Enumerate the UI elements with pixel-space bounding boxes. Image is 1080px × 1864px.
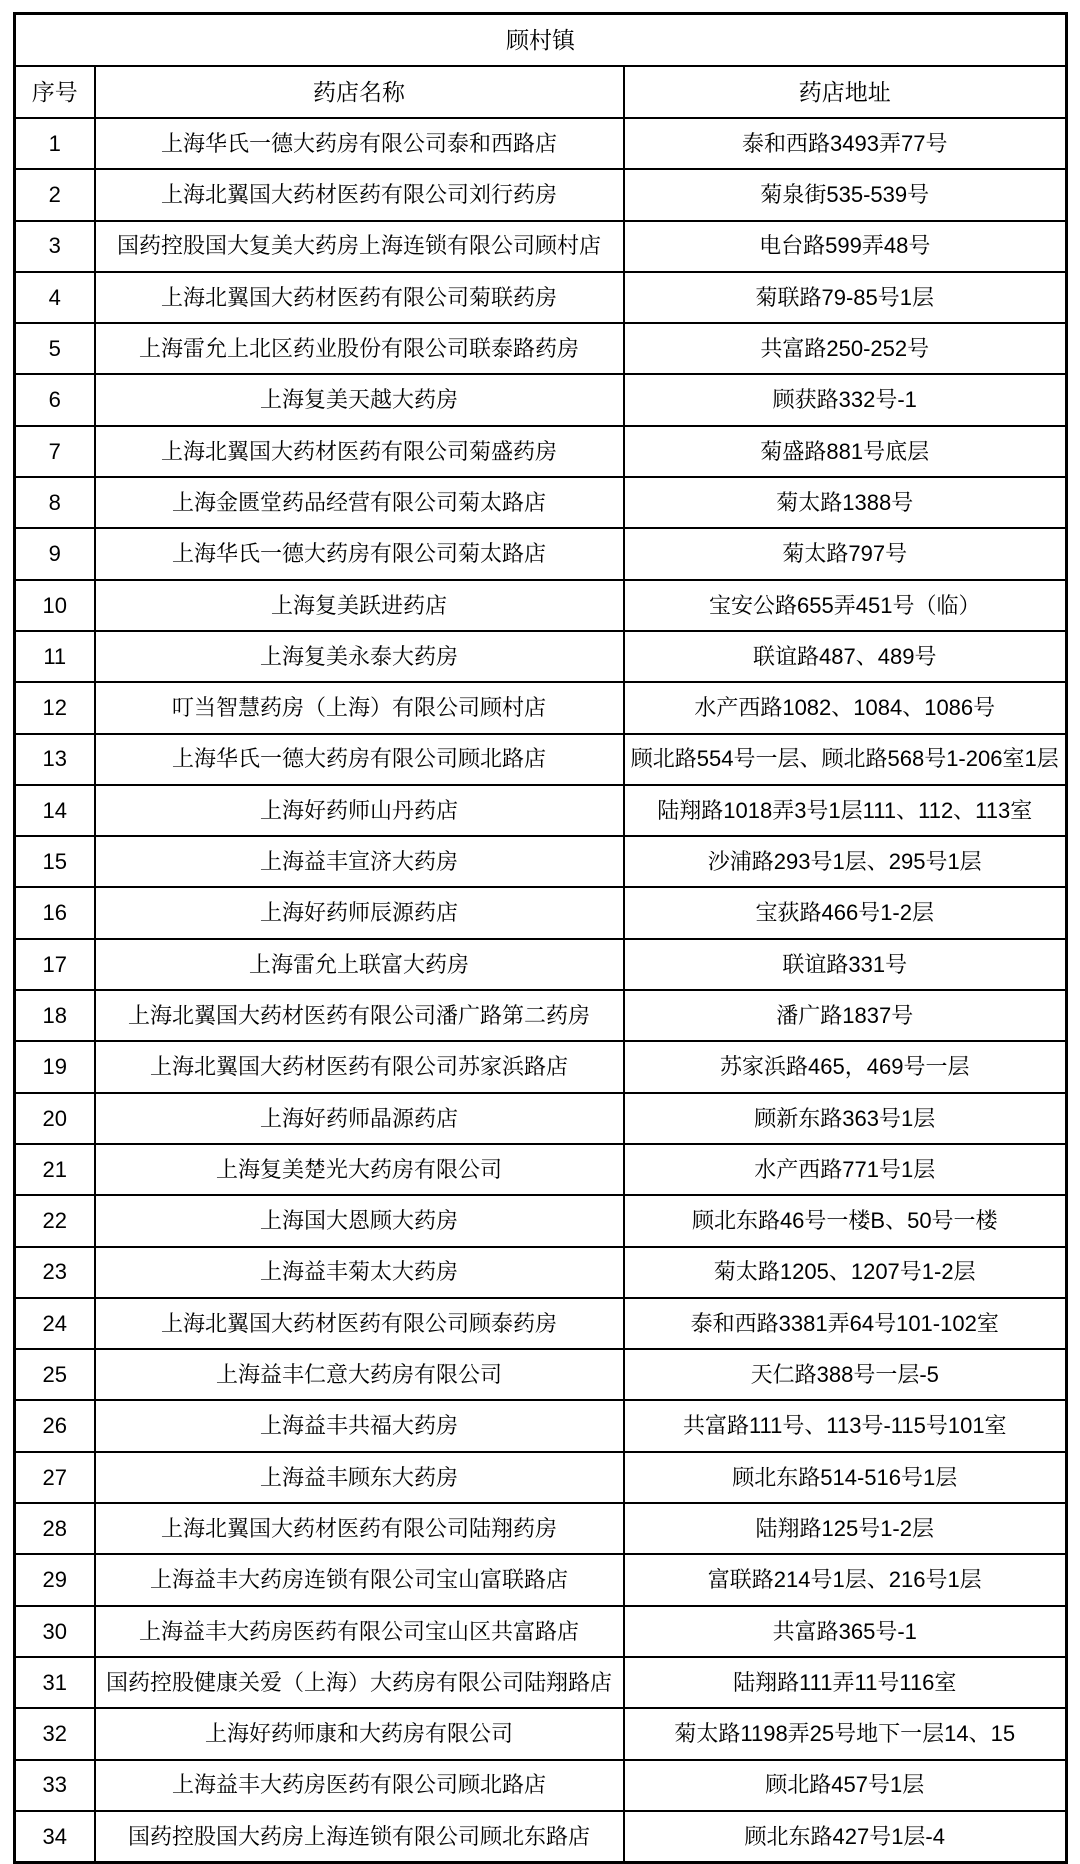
pharmacy-name-cell: 上海好药师山丹药店 [95,785,624,836]
pharmacy-address-cell: 富联路214号1层、216号1层 [624,1554,1067,1605]
table-row [15,631,1067,682]
table-head [15,14,1067,119]
table-row [15,1041,1067,1092]
table-row [15,477,1067,528]
table-row [15,1400,1067,1451]
pharmacy-name-cell: 上海北翼国大药材医药有限公司菊盛药房 [95,426,624,477]
row-number-cell: 3 [15,221,95,272]
table-row [15,939,1067,990]
table-row [15,169,1067,220]
pharmacy-name-cell: 上海益丰大药房医药有限公司宝山区共富路店 [95,1606,624,1657]
row-number-cell: 17 [15,939,95,990]
pharmacy-table [13,12,1068,1864]
table-row [15,528,1067,579]
row-number-cell: 15 [15,836,95,887]
pharmacy-address-cell: 潘广路1837号 [624,990,1067,1041]
pharmacy-address-cell: 陆翔路111弄11号116室 [624,1657,1067,1708]
table-header-row [15,66,1067,118]
pharmacy-name-cell: 上海北翼国大药材医药有限公司刘行药房 [95,169,624,220]
table-row [15,426,1067,477]
pharmacy-name-cell: 上海益丰仁意大药房有限公司 [95,1349,624,1400]
table-row [15,1657,1067,1708]
row-number-cell: 11 [15,631,95,682]
pharmacy-address-cell: 电台路599弄48号 [624,221,1067,272]
column-header-name: 药店名称 [95,66,624,118]
row-number-cell: 5 [15,323,95,374]
pharmacy-name-cell: 上海好药师康和大药房有限公司 [95,1708,624,1759]
row-number-cell: 10 [15,580,95,631]
pharmacy-address-cell: 顾北东路514-516号1层 [624,1452,1067,1503]
row-number-cell: 9 [15,528,95,579]
pharmacy-address-cell: 菊太路1198弄25号地下一层14、15 [624,1708,1067,1759]
column-header-no: 序号 [15,66,95,118]
table-row [15,272,1067,323]
pharmacy-name-cell: 上海国大恩顾大药房 [95,1195,624,1246]
pharmacy-name-cell: 国药控股国大药房上海连锁有限公司顾北东路店 [95,1811,624,1863]
table-row [15,1144,1067,1195]
pharmacy-table-container [13,12,1065,1864]
row-number-cell: 7 [15,426,95,477]
table-row [15,887,1067,938]
pharmacy-name-cell: 上海益丰顾东大药房 [95,1452,624,1503]
table-row [15,323,1067,374]
pharmacy-address-cell: 沙浦路293号1层、295号1层 [624,836,1067,887]
pharmacy-address-cell: 顾北东路427号1层-4 [624,1811,1067,1863]
table-title-row [15,14,1067,67]
row-number-cell: 30 [15,1606,95,1657]
table-row [15,734,1067,785]
pharmacy-address-cell: 泰和西路3381弄64号101-102室 [624,1298,1067,1349]
pharmacy-name-cell: 上海雷允上联富大药房 [95,939,624,990]
pharmacy-name-cell: 上海益丰大药房连锁有限公司宝山富联路店 [95,1554,624,1605]
pharmacy-address-cell: 菊泉街535-539号 [624,169,1067,220]
pharmacy-name-cell: 上海北翼国大药材医药有限公司菊联药房 [95,272,624,323]
pharmacy-address-cell: 菊太路1205、1207号1-2层 [624,1247,1067,1298]
row-number-cell: 32 [15,1708,95,1759]
table-row [15,785,1067,836]
table-row [15,1093,1067,1144]
row-number-cell: 24 [15,1298,95,1349]
row-number-cell: 29 [15,1554,95,1605]
pharmacy-name-cell: 上海复美永泰大药房 [95,631,624,682]
pharmacy-name-cell: 上海北翼国大药材医药有限公司苏家浜路店 [95,1041,624,1092]
table-row [15,1452,1067,1503]
table-row [15,1503,1067,1554]
pharmacy-name-cell: 上海益丰大药房医药有限公司顾北路店 [95,1760,624,1811]
row-number-cell: 14 [15,785,95,836]
row-number-cell: 31 [15,1657,95,1708]
table-title: 顾村镇 [15,14,1067,67]
table-row [15,1298,1067,1349]
column-header-address: 药店地址 [624,66,1067,118]
table-row [15,374,1067,425]
pharmacy-address-cell: 顾新东路363号1层 [624,1093,1067,1144]
table-row [15,1708,1067,1759]
pharmacy-address-cell: 泰和西路3493弄77号 [624,118,1067,169]
pharmacy-address-cell: 菊太路1388号 [624,477,1067,528]
row-number-cell: 12 [15,682,95,733]
pharmacy-address-cell: 水产西路771号1层 [624,1144,1067,1195]
pharmacy-address-cell: 联谊路331号 [624,939,1067,990]
table-row [15,1811,1067,1863]
row-number-cell: 6 [15,374,95,425]
pharmacy-name-cell: 上海好药师晶源药店 [95,1093,624,1144]
pharmacy-name-cell: 上海复美天越大药房 [95,374,624,425]
pharmacy-name-cell: 上海北翼国大药材医药有限公司顾泰药房 [95,1298,624,1349]
row-number-cell: 27 [15,1452,95,1503]
row-number-cell: 22 [15,1195,95,1246]
pharmacy-address-cell: 顾获路332号-1 [624,374,1067,425]
table-row [15,1349,1067,1400]
pharmacy-address-cell: 陆翔路125号1-2层 [624,1503,1067,1554]
table-row [15,221,1067,272]
table-row [15,682,1067,733]
pharmacy-address-cell: 顾北东路46号一楼B、50号一楼 [624,1195,1067,1246]
table-body [15,118,1067,1863]
pharmacy-address-cell: 菊联路79-85号1层 [624,272,1067,323]
pharmacy-name-cell: 上海金匮堂药品经营有限公司菊太路店 [95,477,624,528]
pharmacy-name-cell: 上海复美跃进药店 [95,580,624,631]
table-row [15,1195,1067,1246]
table-row [15,836,1067,887]
pharmacy-name-cell: 上海雷允上北区药业股份有限公司联泰路药房 [95,323,624,374]
pharmacy-address-cell: 菊太路797号 [624,528,1067,579]
pharmacy-address-cell: 陆翔路1018弄3号1层111、112、113室 [624,785,1067,836]
pharmacy-address-cell: 共富路365号-1 [624,1606,1067,1657]
row-number-cell: 1 [15,118,95,169]
row-number-cell: 4 [15,272,95,323]
pharmacy-address-cell: 联谊路487、489号 [624,631,1067,682]
pharmacy-name-cell: 上海益丰共福大药房 [95,1400,624,1451]
row-number-cell: 2 [15,169,95,220]
pharmacy-name-cell: 上海益丰宣济大药房 [95,836,624,887]
pharmacy-address-cell: 水产西路1082、1084、1086号 [624,682,1067,733]
table-row [15,580,1067,631]
row-number-cell: 34 [15,1811,95,1863]
row-number-cell: 21 [15,1144,95,1195]
pharmacy-address-cell: 顾北路554号一层、顾北路568号1-206室1层 [624,734,1067,785]
pharmacy-name-cell: 国药控股国大复美大药房上海连锁有限公司顾村店 [95,221,624,272]
pharmacy-name-cell: 上海北翼国大药材医药有限公司潘广路第二药房 [95,990,624,1041]
pharmacy-name-cell: 上海华氏一德大药房有限公司菊太路店 [95,528,624,579]
pharmacy-name-cell: 上海复美楚光大药房有限公司 [95,1144,624,1195]
pharmacy-name-cell: 上海北翼国大药材医药有限公司陆翔药房 [95,1503,624,1554]
row-number-cell: 23 [15,1247,95,1298]
table-row [15,1606,1067,1657]
pharmacy-address-cell: 天仁路388号一层-5 [624,1349,1067,1400]
pharmacy-address-cell: 苏家浜路465，469号一层 [624,1041,1067,1092]
row-number-cell: 16 [15,887,95,938]
table-row [15,1760,1067,1811]
row-number-cell: 20 [15,1093,95,1144]
pharmacy-name-cell: 上海华氏一德大药房有限公司泰和西路店 [95,118,624,169]
pharmacy-address-cell: 顾北路457号1层 [624,1760,1067,1811]
row-number-cell: 28 [15,1503,95,1554]
row-number-cell: 19 [15,1041,95,1092]
row-number-cell: 8 [15,477,95,528]
table-row [15,990,1067,1041]
row-number-cell: 26 [15,1400,95,1451]
pharmacy-address-cell: 共富路250-252号 [624,323,1067,374]
table-row [15,1247,1067,1298]
row-number-cell: 18 [15,990,95,1041]
table-row [15,118,1067,169]
row-number-cell: 25 [15,1349,95,1400]
row-number-cell: 33 [15,1760,95,1811]
pharmacy-address-cell: 菊盛路881号底层 [624,426,1067,477]
pharmacy-name-cell: 国药控股健康关爱（上海）大药房有限公司陆翔路店 [95,1657,624,1708]
pharmacy-address-cell: 宝荻路466号1-2层 [624,887,1067,938]
pharmacy-name-cell: 上海益丰菊太大药房 [95,1247,624,1298]
pharmacy-address-cell: 共富路111号、113号-115号101室 [624,1400,1067,1451]
pharmacy-address-cell: 宝安公路655弄451号（临） [624,580,1067,631]
pharmacy-name-cell: 上海华氏一德大药房有限公司顾北路店 [95,734,624,785]
table-row [15,1554,1067,1605]
row-number-cell: 13 [15,734,95,785]
pharmacy-name-cell: 叮当智慧药房（上海）有限公司顾村店 [95,682,624,733]
pharmacy-name-cell: 上海好药师辰源药店 [95,887,624,938]
